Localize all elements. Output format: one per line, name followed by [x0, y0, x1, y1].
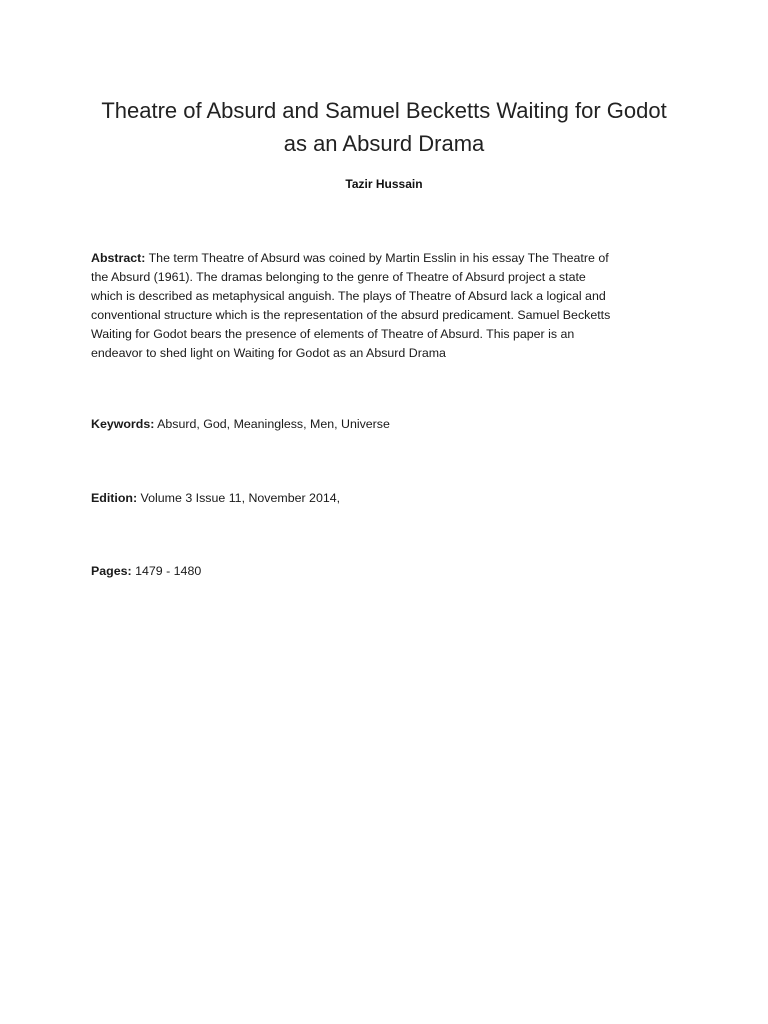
abstract-line-3: which is described as metaphysical anguish. The plays of Theatre of Absurd lack a logical and	[91, 289, 606, 303]
abstract-section	[91, 249, 673, 363]
pages-value: 1479 - 1480	[131, 564, 202, 578]
keywords-label: Keywords:	[91, 417, 155, 431]
keywords-line	[91, 415, 673, 434]
abstract-line-6: endeavor to shed light on Waiting for Godot as an Absurd Drama	[91, 346, 446, 360]
paper-title	[60, 94, 708, 160]
keywords-value: Absurd, God, Meaningless, Men, Universe	[154, 417, 390, 431]
edition-line	[91, 489, 673, 508]
author-name: Tazir Hussain	[345, 177, 423, 191]
paper-title-line-1: Theatre of Absurd and Samuel Becketts Waiting for Godot	[101, 98, 667, 123]
abstract-label: Abstract:	[91, 251, 146, 265]
abstract-line-5: Waiting for Godot bears the presence of elements of Theatre of Absurd. This paper is an	[91, 327, 575, 341]
abstract-line-4: conventional structure which is the representation of the absurd predicament. Samuel Becketts	[91, 308, 611, 322]
paper-title-line-2: as an Absurd Drama	[283, 131, 485, 156]
keywords-section	[91, 415, 673, 434]
edition-label: Edition:	[91, 491, 138, 505]
pages-line	[91, 562, 673, 581]
pages-section	[91, 562, 673, 581]
abstract-line-1	[91, 249, 673, 268]
edition-section	[91, 489, 673, 508]
abstract-text: The term Theatre of Absurd was coined by Martin Esslin in his essay The Theatre of	[145, 251, 609, 265]
edition-value: Volume 3 Issue 11, November 2014,	[137, 491, 341, 505]
pages-label: Pages:	[91, 564, 132, 578]
abstract-line-2: the Absurd (1961). The dramas belonging to the genre of Theatre of Absurd project a state	[91, 270, 586, 284]
